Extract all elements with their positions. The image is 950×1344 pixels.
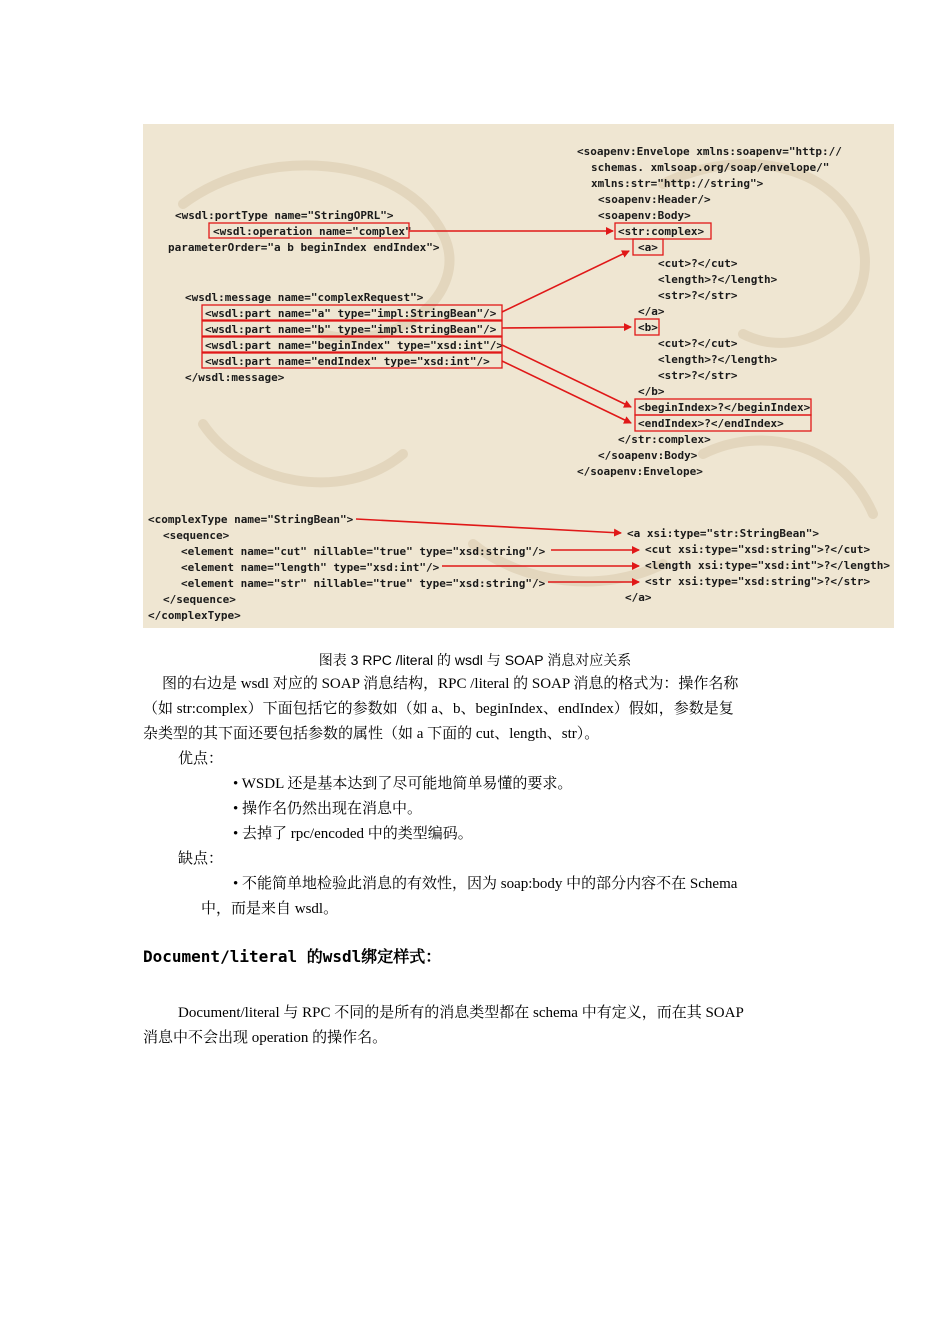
message-line: <wsdl:part name="a" type="impl:StringBean"/>	[205, 307, 497, 320]
paragraph-2-line: Document/literal 与 RPC 不同的是所有的消息类型都在 schema 中有定义，而在其 SOAP	[178, 1005, 744, 1021]
pros-item: • 操作名仍然出现在消息中。	[233, 801, 423, 817]
soap-line: <beginIndex>?</beginIndex>	[638, 401, 811, 414]
cons-item-text: 不能简单地检验此消息的有效性，因为 soap:body 中的部分内容不在 Schema	[242, 876, 738, 892]
soap-line: <cut>?</cut>	[658, 257, 738, 270]
wsdl-soap-figure	[143, 124, 894, 628]
porttype-line: parameterOrder="a b beginIndex endIndex">	[168, 241, 440, 254]
message-line: <wsdl:part name="beginIndex" type="xsd:int"/>	[205, 339, 504, 352]
bean-line: <a xsi:type="str:StringBean">	[627, 527, 820, 540]
bean-code	[625, 527, 890, 604]
soap-line: </str:complex>	[618, 433, 711, 446]
paragraph-1-line: 图的右边是 wsdl 对应的 SOAP 消息结构，RPC /literal 的 SOAP 消息的格式为：操作名称	[162, 676, 739, 692]
porttype-line: <wsdl:operation name="complex"	[213, 225, 412, 238]
complextype-line: <complexType name="StringBean">	[148, 513, 354, 526]
pros-item: • 去掉了 rpc/encoded 中的类型编码。	[233, 826, 473, 842]
arrow-part-a	[502, 251, 629, 312]
complextype-line: <element name="cut" nillable="true" type="xsd:string"/>	[181, 545, 546, 558]
soap-line: <cut>?</cut>	[658, 337, 738, 350]
bean-line: <str xsi:type="xsd:string">?</str>	[645, 575, 871, 588]
cons-label: 缺点：	[178, 851, 224, 867]
soap-line: </b>	[638, 385, 665, 398]
arrow-part-end	[502, 361, 631, 423]
bean-line: </a>	[625, 591, 652, 604]
section-heading: Document/literal 的wsdl绑定样式：	[143, 947, 442, 966]
soap-line: <length>?</length>	[658, 273, 778, 286]
pros-item-text: 操作名仍然出现在消息中。	[242, 801, 423, 817]
soap-line: </soapenv:Envelope>	[577, 465, 703, 478]
arrow-complextype	[356, 519, 621, 533]
complextype-code	[148, 513, 546, 622]
pros-item-text: 去掉了 rpc/encoded 中的类型编码。	[242, 826, 473, 842]
arrow-part-begin	[502, 345, 631, 407]
soap-line: <length>?</length>	[658, 353, 778, 366]
complextype-line: <element name="str" nillable="true" type="xsd:string"/>	[181, 577, 546, 590]
bean-line: <cut xsi:type="xsd:string">?</cut>	[645, 543, 871, 556]
complextype-line: <sequence>	[163, 529, 230, 542]
message-line: </wsdl:message>	[185, 371, 285, 384]
soap-envelope-code	[577, 145, 842, 478]
soap-line: <endIndex>?</endIndex>	[638, 417, 784, 430]
soap-line: <str>?</str>	[658, 369, 738, 382]
porttype-line: <wsdl:portType name="StringOPRL">	[175, 209, 394, 222]
figure-diagram	[143, 124, 894, 628]
soap-line: <a>	[638, 241, 658, 254]
message-line: <wsdl:message name="complexRequest">	[185, 291, 424, 304]
pros-item: • WSDL 还是基本达到了尽可能地简单易懂的要求。	[233, 776, 573, 792]
arrow-part-b	[502, 327, 631, 328]
figure-caption: 图表 3 RPC /literal 的 wsdl 与 SOAP 消息对应关系	[318, 652, 632, 668]
soap-line: <soapenv:Header/>	[598, 193, 711, 206]
soap-line: <str:complex>	[618, 225, 705, 238]
complextype-line: </sequence>	[163, 593, 236, 606]
cons-item: • 不能简单地检验此消息的有效性，因为 soap:body 中的部分内容不在 Schema	[233, 876, 738, 892]
message-line: <wsdl:part name="b" type="impl:StringBean"/>	[205, 323, 497, 336]
cons-item-continuation: 中，而是来自 wsdl。	[201, 901, 339, 917]
soap-line: </soapenv:Body>	[598, 449, 698, 462]
soap-line: <b>	[638, 321, 658, 334]
bean-line: <length xsi:type="xsd:int">?</length>	[645, 559, 891, 572]
soap-line: <str>?</str>	[658, 289, 738, 302]
message-line: <wsdl:part name="endIndex" type="xsd:int"/>	[205, 355, 490, 368]
complextype-line: <element name="length" type="xsd:int"/>	[181, 561, 440, 574]
paragraph-1-line: 杂类型的其下面还要包括参数的属性（如 a 下面的 cut、length、str）。	[143, 726, 600, 742]
soap-line: </a>	[638, 305, 665, 318]
mapping-arrows	[356, 231, 639, 582]
soap-line: schemas. xmlsoap.org/soap/envelope/"	[591, 161, 830, 174]
paragraph-1-line: （如 str:complex）下面包括它的参数如（如 a、b、beginIndex、endIndex）假如，参数是复	[143, 701, 734, 717]
complextype-line: </complexType>	[148, 609, 241, 622]
soap-line: <soapenv:Envelope xmlns:soapenv="http://	[577, 145, 842, 158]
paragraph-2-line: 消息中不会出现 operation 的操作名。	[143, 1030, 388, 1046]
pros-label: 优点：	[178, 751, 224, 767]
pros-item-text: WSDL 还是基本达到了尽可能地简单易懂的要求。	[241, 776, 573, 792]
soap-line: xmlns:str="http://string">	[591, 177, 764, 190]
soap-line: <soapenv:Body>	[598, 209, 691, 222]
